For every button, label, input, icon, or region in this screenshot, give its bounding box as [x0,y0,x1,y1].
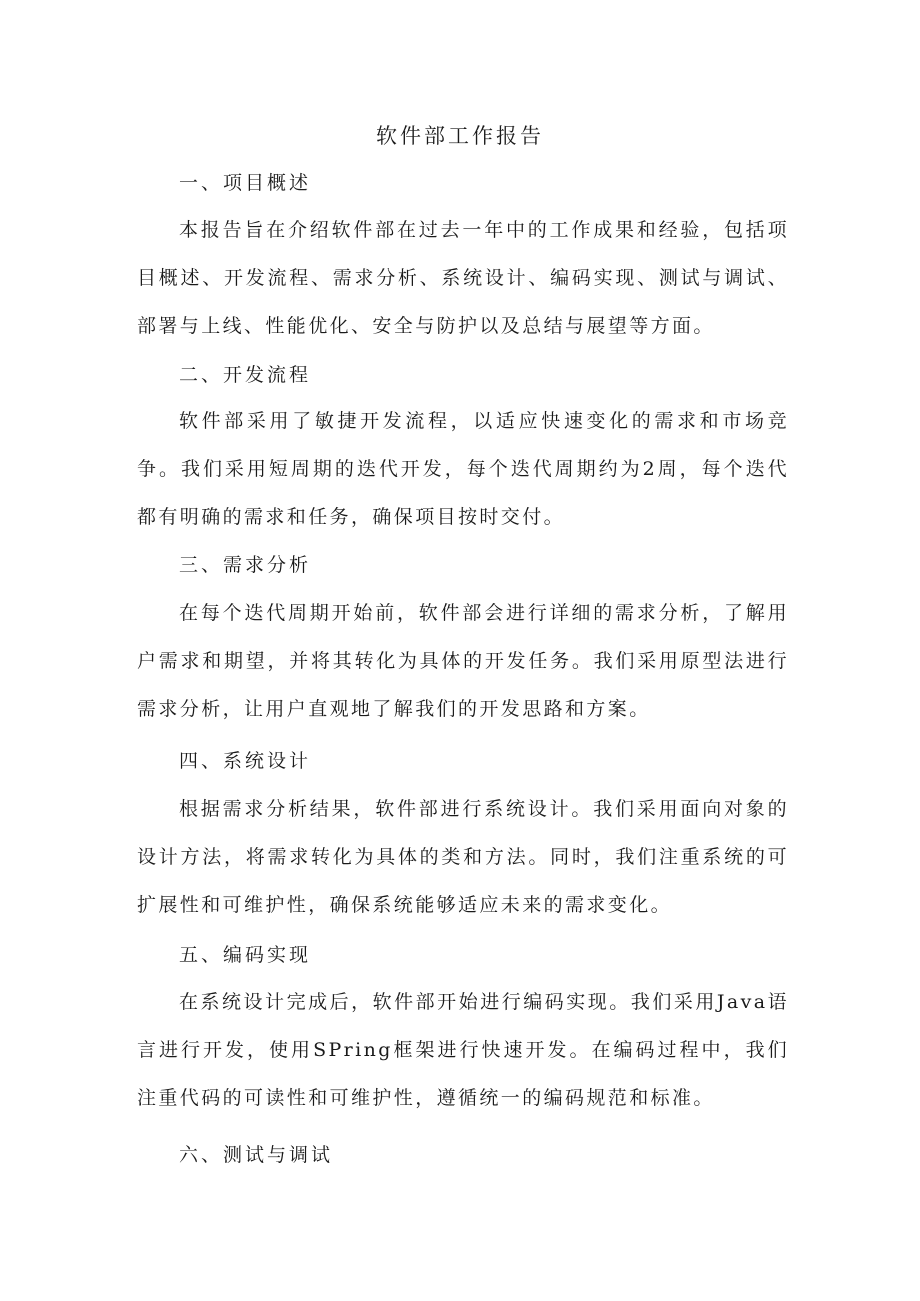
section-body-1: 本报告旨在介绍软件部在过去一年中的工作成果和经验，包括项目概述、开发流程、需求分析、系统设计、编码实现、测试与调试、部署与上线、性能优化、安全与防护以及总结与展望等方面。 [137,219,789,337]
section-heading-2: 二、开发流程 [179,364,312,386]
document-title: 软件部工作报告 [376,124,544,148]
section-heading-3: 三、需求分析 [179,554,312,576]
section-body-2: 软件部采用了敏捷开发流程，以适应快速变化的需求和市场竞争。我们采用短周期的迭代开发，每个迭代周期约为2周，每个迭代都有明确的需求和任务，确保项目按时交付。 [137,410,789,528]
section-body-5: 在系统设计完成后，软件部开始进行编码实现。我们采用Java语言进行开发，使用SPring框架进行快速开发。在编码过程中，我们注重代码的可读性和可维护性，遵循统一的编码规范和标准。 [137,991,789,1109]
section-body-3: 在每个迭代周期开始前，软件部会进行详细的需求分析，了解用户需求和期望，并将其转化为具体的开发任务。我们采用原型法进行需求分析，让用户直观地了解我们的开发思路和方案。 [137,602,789,720]
section-heading-4: 四、系统设计 [179,750,312,772]
section-body-4: 根据需求分析结果，软件部进行系统设计。我们采用面向对象的设计方法，将需求转化为具体的类和方法。同时，我们注重系统的可扩展性和可维护性，确保系统能够适应未来的需求变化。 [137,798,789,916]
section-heading-6: 六、测试与调试 [179,1144,334,1166]
section-heading-5: 五、编码实现 [179,944,312,966]
section-heading-1: 一、项目概述 [179,172,312,194]
